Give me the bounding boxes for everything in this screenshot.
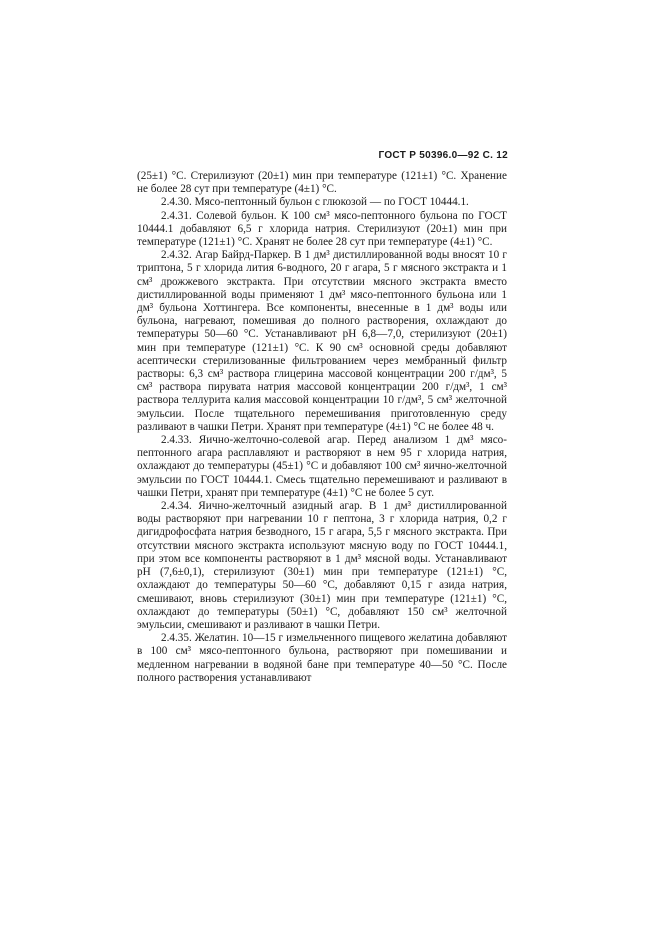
paragraph-2-4-34: 2.4.34. Яично-желточный азидный агар. В 1 дм³ дистиллированной воды растворяют при нагревании 10 г пептона, 3 г хлорида натрия, 0,2 г дигидрофосфата натрия безводного, 15 г агара, 5,5 г мясного экстракта. При отсутствии мясного экстракта используют мясную воду по ГОСТ 10444.1, при этом все компоненты растворяют в 1 дм³ мясной воды. Устанавливают рН (7,6±0,1), стерилизуют (30±1) мин при температуре (121±1) °С, охлаждают до температуры 50—60 °С, добавляют 0,15 г азида натрия, смешивают, вновь стерилизуют (30±1) мин при температуре (121±1) °С, охлаждают до температуры (50±1) °С, добавляют 150 см³ желточной эмульсии, смешивают и разливают в чашки Петри. — [137, 500, 507, 631]
document-body — [137, 170, 507, 685]
paragraph-2-4-35: 2.4.35. Желатин. 10—15 г измельченного пищевого желатина добавляют в 100 см³ мясо-пептонного бульона, растворяют при помешивании и медленном нагревании в водяной бане при температуре 40—50 °С. После полного растворения устанавливают — [137, 632, 507, 684]
paragraph-continued: (25±1) °С. Стерилизуют (20±1) мин при температуре (121±1) °С. Хранение не более 28 сут при температуре (4±1) °С. — [137, 170, 507, 196]
paragraph-2-4-31: 2.4.31. Солевой бульон. К 100 см³ мясо-пептонного бульона по ГОСТ 10444.1 добавляют 6,5 г хлорида натрия. Стерилизуют (20±1) мин при температуре (121±1) °С. Хранят не более 28 сут при температуре (4±1) °С. — [137, 209, 507, 249]
paragraph-2-4-32: 2.4.32. Агар Байрд-Паркер. В 1 дм³ дистиллированной воды вносят 10 г триптона, 5 г хлорида лития 6-водного, 20 г агара, 5 г мясного экстракта и 1 см³ дрожжевого экстракта. При отсутствии мясного экстракта вместо дистиллированной воды применяют 1 дм³ мясо-пептонного бульона или 1 дм³ бульона Хоттингера. Все компоненты, внесенные в 1 дм³ воды или бульона, нагревают, помешивая до полного растворения, охлаждают до температуры 50—60 °С. Устанавливают рН 6,8—7,0, стерилизуют (20±1) мин при температуре (121±1) °С. К 90 см³ основной среды добавляют асептически стерилизованные фильтрованием через мембранный фильтр растворы: 6,3 см³ раствора глицерина массовой концентрации 200 г/дм³, 5 см³ раствора пирувата натрия массовой концентрации 200 г/дм³, 1 см³ раствора теллурита калия массовой концентрации 10 г/дм³, 5 см³ желточной эмульсии. После тщательного перемешивания приготовленную среду разливают в чашки Петри. Хранят при температуре (4±1) °С не более 48 ч. — [137, 249, 507, 433]
paragraph-2-4-33: 2.4.33. Яично-желточно-солевой агар. Перед анализом 1 дм³ мясо-пептонного агара расплавляют и растворяют в нем 95 г хлорида натрия, охлаждают до температуры (45±1) °С и добавляют 100 см³ яично-желточной эмульсии по ГОСТ 10444.1. Смесь тщательно перемешивают и разливают в чашки Петри, хранят при температуре (4±1) °С не более 5 сут. — [137, 434, 507, 499]
page-header: ГОСТ Р 50396.0—92 С. 12 — [378, 150, 508, 161]
paragraph-2-4-30: 2.4.30. Мясо-пептонный бульон с глюкозой — по ГОСТ 10444.1. — [161, 196, 469, 209]
